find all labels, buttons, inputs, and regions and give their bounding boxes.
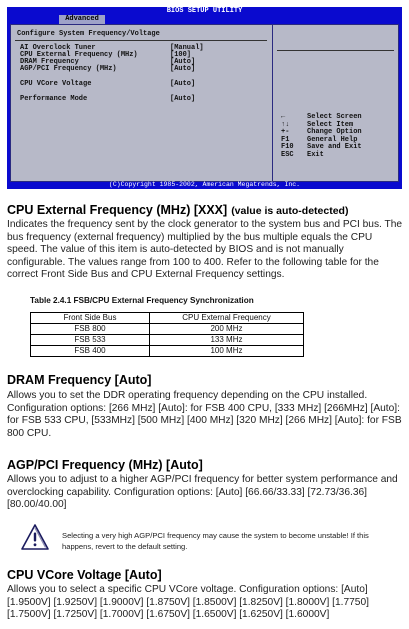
bios-help-row bbox=[281, 144, 401, 152]
table-cell: 200 MHz bbox=[150, 324, 304, 335]
bios-help-key: F1 bbox=[281, 135, 290, 144]
bios-copyright: (C)Copyright 1985-2002, American Megatrends, Inc. bbox=[108, 181, 301, 188]
bios-item-ai-overclock[interactable]: AI Overclock Tuner bbox=[20, 44, 96, 52]
bios-help-key: +- bbox=[281, 128, 290, 136]
table-row bbox=[31, 346, 304, 357]
bios-item-agp-pci-freq[interactable]: AGP/PCI Frequency (MHz) bbox=[20, 65, 117, 73]
agp-heading: AGP/PCI Frequency (MHz) [Auto] bbox=[7, 458, 203, 472]
table-row bbox=[31, 335, 304, 346]
bios-value-ai-overclock[interactable]: [Manual] bbox=[170, 44, 204, 52]
table-cell: FSB 400 bbox=[31, 346, 150, 357]
bios-divider bbox=[15, 40, 267, 41]
bios-value-dram-freq[interactable]: [Auto] bbox=[170, 58, 196, 66]
bios-title: BIOS SETUP UTILITY bbox=[166, 7, 243, 15]
dram-body: Allows you to set the DDR operating frequency depending on the CPU installed. Configuration options: [266 MHz] [Auto]: for FSB 400 CPU, [333 MHz] [266MHz] [Auto]: for FSB 533 CPU, [533MHz] [500 MHz] [400 MHz] [320 MHz] [266 MHz] [Auto]: for FSB 800 CPU. bbox=[7, 390, 402, 439]
bios-help-text: Change Option bbox=[307, 128, 362, 136]
bios-help-key: ESC bbox=[281, 150, 294, 159]
table-cell: 100 MHz bbox=[150, 346, 304, 357]
bios-section-heading: Configure System Frequency/Voltage bbox=[17, 30, 160, 38]
bios-help-key: F10 bbox=[281, 143, 294, 151]
bios-help-pane bbox=[273, 25, 398, 181]
cpu-freq-heading-text: CPU External Frequency (MHz) [XXX] bbox=[7, 203, 228, 217]
bios-value-vcore[interactable]: [Auto] bbox=[170, 80, 196, 88]
table-header-cell: CPU External Frequency bbox=[150, 313, 304, 324]
bios-help-text: Save and Exit bbox=[307, 143, 362, 151]
bios-value-agp-pci-freq[interactable]: [Auto] bbox=[170, 65, 196, 73]
cpu-freq-body: Indicates the frequency sent by the clock generator to the system bus and PCI bus. The bus frequency (external frequency) multiplied by the bus multiple equals the CPU speed. The value of this item is auto-detected by BIOS and is not manually configurable. The values range from 100 to 400. Refer to the following table for the correct Front Side Bus and CPU External Frequency settings. bbox=[7, 219, 403, 281]
bios-value-performance-mode[interactable]: [Auto] bbox=[170, 95, 196, 103]
bios-item-dram-freq[interactable]: DRAM Frequency bbox=[20, 58, 79, 66]
table-cell: FSB 800 bbox=[31, 324, 150, 335]
agp-body: Allows you to adjust to a higher AGP/PCI frequency for better system performance and overclocking capability. Configuration options: [Auto] [66.66/33.33] [72.73/36.36] [80.00/40.00] bbox=[7, 474, 398, 511]
fsb-table-caption: Table 2.4.1 FSB/CPU External Frequency Synchronization bbox=[30, 296, 254, 305]
bios-item-cpu-ext-freq[interactable]: CPU External Frequency (MHz) bbox=[20, 51, 138, 59]
vcore-body: Allows you to select a specific CPU VCore voltage. Configuration options: [Auto] [1.9500V] [1.9250V] [1.9000V] [1.8750V] [1.8500V] [1.8250V] [1.8000V] [1.7750] [1.7500V] [1.7250V] [1.7000V] [1.6750V] [1.6500V] [1.6250V] [1.6000V] bbox=[7, 584, 369, 621]
bios-settings-pane bbox=[11, 25, 273, 181]
cpu-freq-heading-note: (value is auto-detected) bbox=[231, 205, 349, 217]
bios-item-performance-mode[interactable]: Performance Mode bbox=[20, 95, 88, 103]
bios-help-text: General Help bbox=[307, 135, 358, 144]
bios-help-text: Exit bbox=[307, 150, 324, 159]
bios-help-row bbox=[281, 152, 401, 160]
cpu-freq-heading bbox=[7, 203, 348, 219]
bios-help-divider bbox=[277, 50, 394, 51]
warning-text: Selecting a very high AGP/PCI frequency may cause the system to become unstable! If this happens, revert to the default setting. bbox=[62, 531, 369, 551]
bios-help-key: ← bbox=[281, 113, 286, 121]
bios-value-cpu-ext-freq[interactable]: [100] bbox=[170, 51, 192, 59]
bios-item-vcore[interactable]: CPU VCore Voltage bbox=[20, 80, 92, 88]
table-header-cell: Front Side Bus bbox=[31, 313, 150, 324]
warning-icon bbox=[20, 523, 50, 551]
bios-tab-advanced[interactable]: Advanced bbox=[59, 15, 105, 24]
dram-heading: DRAM Frequency [Auto] bbox=[7, 373, 152, 387]
table-header-row bbox=[31, 313, 304, 324]
table-row bbox=[31, 324, 304, 335]
bios-help-text: Select Screen bbox=[307, 113, 362, 121]
bios-help-list bbox=[281, 114, 401, 159]
bios-help-text: Select Item bbox=[307, 120, 354, 129]
fsb-table bbox=[30, 312, 304, 357]
bios-screenshot bbox=[7, 7, 402, 189]
bios-panel bbox=[10, 24, 399, 182]
vcore-heading: CPU VCore Voltage [Auto] bbox=[7, 568, 162, 582]
table-cell: 133 MHz bbox=[150, 335, 304, 346]
bios-help-key: ↑↓ bbox=[281, 120, 290, 129]
table-cell: FSB 533 bbox=[31, 335, 150, 346]
